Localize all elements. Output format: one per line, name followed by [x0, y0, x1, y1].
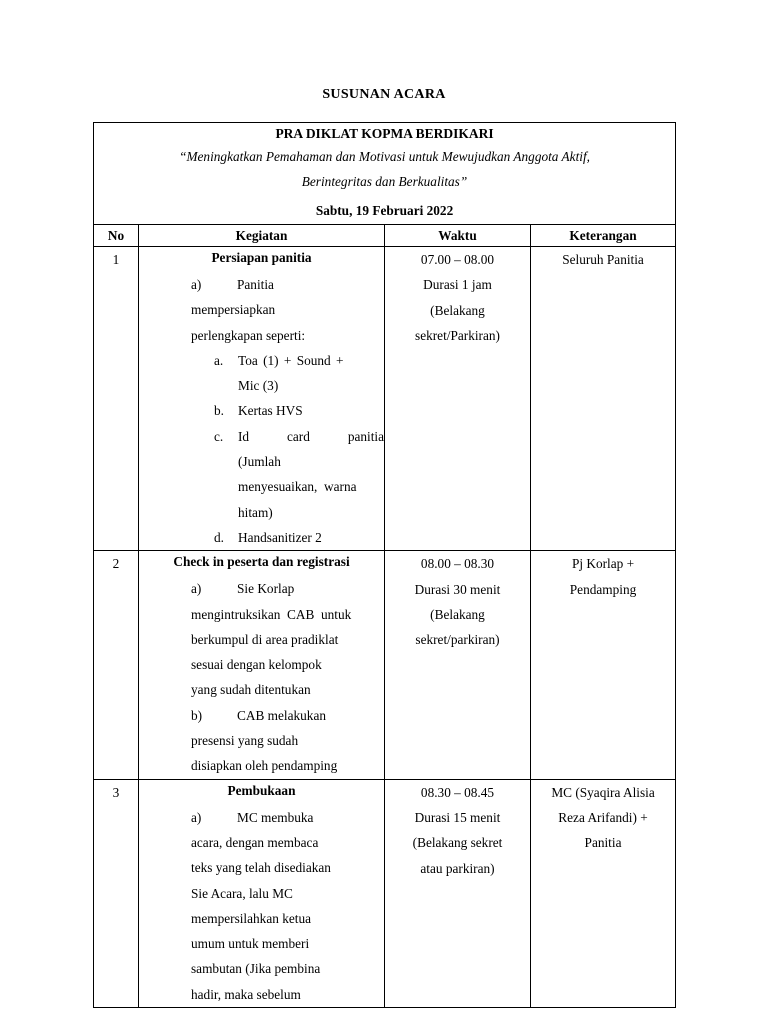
list-marker: c.	[214, 428, 224, 444]
list-marker: a)	[191, 581, 202, 597]
time-range: 08.00 – 08.30	[420, 556, 495, 572]
location-line: (Belakang	[430, 302, 485, 318]
notes-cell	[531, 551, 676, 779]
activity-line: (Jumlah	[238, 454, 281, 470]
activity-line: umum untuk memberi	[191, 936, 310, 952]
activity-line: mempersiapkan	[191, 302, 276, 318]
activity-line: hadir, maka sebelum	[191, 986, 301, 1002]
event-tagline-line-2: Berintegritas dan Berkualitas”	[301, 174, 468, 189]
location-line: atau parkiran)	[420, 860, 495, 876]
list-marker: b)	[191, 707, 203, 723]
activity-line	[139, 398, 384, 423]
activity-line: berkumpul di area pradiklat	[191, 631, 339, 647]
activity-cell	[139, 247, 385, 551]
activity-text: Toa (1) + Sound +	[238, 352, 344, 368]
activity-text: MC membuka	[237, 809, 314, 825]
activity-cell	[139, 551, 385, 779]
activity-line: hitam)	[238, 504, 273, 520]
activity-line	[139, 805, 384, 830]
activity-line: perlengkapan seperti:	[191, 327, 306, 343]
location-line: sekret/parkiran)	[415, 632, 500, 648]
event-name: PRA DIKLAT KOPMA BERDIKARI	[275, 126, 494, 141]
activity-line: mengintruksikan CAB untuk	[191, 606, 352, 622]
row-number: 2	[94, 551, 139, 779]
time-range: 07.00 – 08.00	[420, 252, 495, 267]
event-tagline-line-1: “Meningkatkan Pemahaman dan Motivasi untuk Mewujudkan Anggota Aktif,	[179, 149, 590, 164]
table-row	[94, 551, 676, 779]
header-row	[94, 123, 676, 225]
notes-line: Reza Arifandi) +	[558, 809, 648, 825]
row-number: 1	[94, 247, 139, 551]
activity-text: Kertas HVS	[238, 403, 303, 419]
activity-line: presensi yang sudah	[191, 733, 299, 749]
notes-line: Panitia	[584, 835, 622, 851]
event-date: Sabtu, 19 Februari 2022	[315, 203, 454, 218]
column-header-no: No	[94, 225, 139, 247]
table-row	[94, 779, 676, 1007]
time-cell	[385, 247, 531, 551]
notes-line: Seluruh Panitia	[562, 252, 644, 267]
location-line: (Belakang	[430, 606, 485, 622]
list-marker: d.	[214, 529, 224, 545]
activity-title: Pembukaan	[227, 782, 296, 798]
activity-line: yang sudah ditentukan	[191, 682, 311, 698]
activity-text: CAB melakukan	[237, 707, 327, 723]
list-marker: b.	[214, 403, 224, 419]
notes-line: MC (Syaqira Alisia	[551, 784, 655, 800]
notes-line: Pendamping	[569, 581, 637, 597]
activity-line: acara, dengan membaca	[191, 834, 319, 850]
activity-text: Id	[238, 428, 250, 444]
activity-line	[139, 424, 384, 449]
duration: Durasi 15 menit	[414, 809, 501, 825]
activity-text: Handsanitizer 2	[238, 529, 322, 545]
column-header-kegiatan: Kegiatan	[139, 225, 385, 247]
activity-line	[139, 576, 384, 601]
activity-line: sesuai dengan kelompok	[191, 657, 322, 673]
document-title: SUSUNAN ACARA	[322, 87, 446, 102]
activity-line: menyesuaikan, warna	[238, 479, 357, 495]
column-header-row	[94, 225, 676, 247]
table-row	[94, 247, 676, 551]
activity-text: Panitia	[237, 277, 274, 292]
list-marker: a)	[191, 809, 202, 825]
notes-cell	[531, 247, 676, 551]
time-range: 08.30 – 08.45	[420, 784, 495, 800]
activity-cell	[139, 779, 385, 1007]
activity-line: mempersilahkan ketua	[191, 910, 311, 926]
activity-line	[139, 272, 384, 297]
list-marker: a.	[214, 352, 224, 368]
location-line: (Belakang sekret	[412, 835, 503, 851]
agenda-table	[93, 122, 676, 1008]
duration: Durasi 30 menit	[414, 581, 501, 597]
activity-text: Sie Korlap	[237, 581, 295, 597]
activity-line: teks yang telah disediakan	[191, 860, 331, 876]
time-cell	[385, 551, 531, 779]
activity-line: sambutan (Jika pembina	[191, 961, 321, 977]
activity-line: Mic (3)	[238, 378, 279, 394]
location-line: sekret/Parkiran)	[415, 327, 500, 343]
activity-title: Persiapan panitia	[211, 250, 312, 265]
column-header-waktu: Waktu	[385, 225, 531, 247]
activity-line	[139, 348, 384, 373]
activity-text: card	[287, 428, 310, 444]
time-cell	[385, 779, 531, 1007]
notes-line: Pj Korlap +	[571, 556, 635, 572]
event-header	[94, 123, 676, 225]
activity-line	[139, 703, 384, 728]
activity-line	[139, 525, 384, 550]
activity-text: panitia	[347, 428, 384, 444]
duration: Durasi 1 jam	[423, 277, 492, 293]
activity-line: Sie Acara, lalu MC	[191, 885, 293, 901]
row-number: 3	[94, 779, 139, 1007]
notes-cell	[531, 779, 676, 1007]
activity-title: Check in peserta dan registrasi	[173, 554, 350, 570]
column-header-keterangan: Keterangan	[531, 225, 676, 247]
list-marker: a)	[191, 277, 202, 292]
activity-line: disiapkan oleh pendamping	[191, 758, 338, 774]
